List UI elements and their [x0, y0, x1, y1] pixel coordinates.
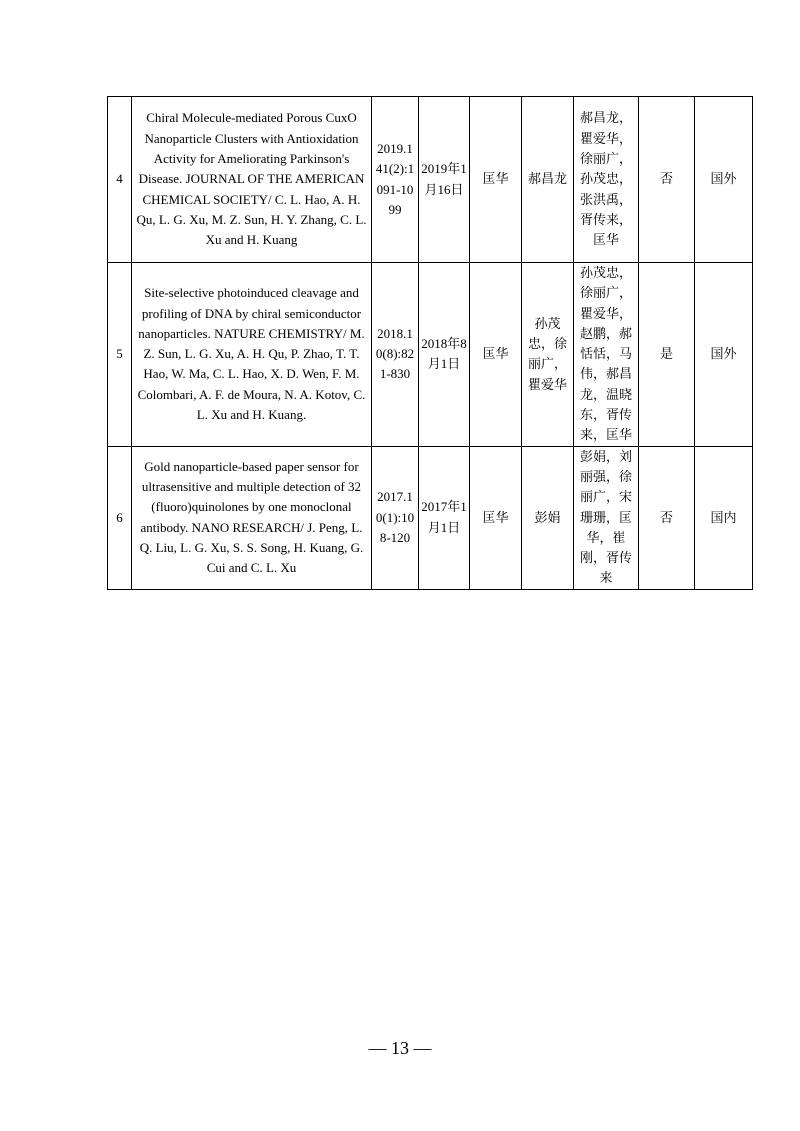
paper-title-cell: Chiral Molecule-mediated Porous CuxO Nanoparticle Clusters with Antioxidation Activity for Ameliorating Parkinson's Disease. JOURNAL OF THE AMERICAN CHEMICAL SOCIETY/ C. L. Hao, A. H. Qu, L. G. Xu, M. Z. Sun, H. Y. Zhang, C. L. Xu and H. Kuang — [132, 97, 372, 263]
row-number: 4 — [108, 97, 132, 263]
publish-date-cell: 2017年1月1日 — [419, 446, 470, 589]
flag-cell: 是 — [639, 263, 695, 447]
all-authors-cell: 彭娟，刘丽强，徐丽广，宋珊珊，匡华，崔刚，胥传来 — [574, 446, 639, 589]
region-cell: 国外 — [695, 263, 753, 447]
flag-cell: 否 — [639, 97, 695, 263]
row-number: 6 — [108, 446, 132, 589]
volume-pages-cell: 2017.10(1):108-120 — [372, 446, 419, 589]
first-author-cell: 郝昌龙 — [522, 97, 574, 263]
region-cell: 国外 — [695, 97, 753, 263]
publish-date-cell: 2019年1月16日 — [419, 97, 470, 263]
volume-pages-cell: 2019.141(2):1091-1099 — [372, 97, 419, 263]
table-row — [108, 263, 753, 447]
corresponding-author-cell: 匡华 — [470, 263, 522, 447]
publish-date-cell: 2018年8月1日 — [419, 263, 470, 447]
region-cell: 国内 — [695, 446, 753, 589]
corresponding-author-cell: 匡华 — [470, 97, 522, 263]
first-author-cell: 孙茂忠，徐丽广，瞿爱华 — [522, 263, 574, 447]
publication-table — [107, 96, 753, 590]
row-number: 5 — [108, 263, 132, 447]
all-authors-cell: 孙茂忠，徐丽广，瞿爱华，赵鹏，郝恬恬，马伟，郝昌龙，温晓东，胥传来，匡华 — [574, 263, 639, 447]
paper-title-cell: Gold nanoparticle-based paper sensor for ultrasensitive and multiple detection of 32 (fluoro)quinolones by one monoclonal antibody. NANO RESEARCH/ J. Peng, L. Q. Liu, L. G. Xu, S. S. Song, H. Kuang, G. Cui and C. L. Xu — [132, 446, 372, 589]
corresponding-author-cell: 匡华 — [470, 446, 522, 589]
flag-cell: 否 — [639, 446, 695, 589]
page-number: — 13 — — [368, 1038, 432, 1058]
first-author-cell: 彭娟 — [522, 446, 574, 589]
table-row — [108, 446, 753, 589]
volume-pages-cell: 2018.10(8):821-830 — [372, 263, 419, 447]
paper-title-cell: Site-selective photoinduced cleavage and profiling of DNA by chiral semiconductor nanoparticles. NATURE CHEMISTRY/ M. Z. Sun, L. G. Xu, A. H. Qu, P. Zhao, T. T. Hao, W. Ma, C. L. Hao, X. D. Wen, F. M. Colombari, A. F. de Moura, N. A. Kotov, C. L. Xu and H. Kuang. — [132, 263, 372, 447]
all-authors-cell: 郝昌龙，瞿爱华，徐丽广，孙茂忠，张洪禹，胥传来，匡华 — [574, 97, 639, 263]
table-row — [108, 97, 753, 263]
